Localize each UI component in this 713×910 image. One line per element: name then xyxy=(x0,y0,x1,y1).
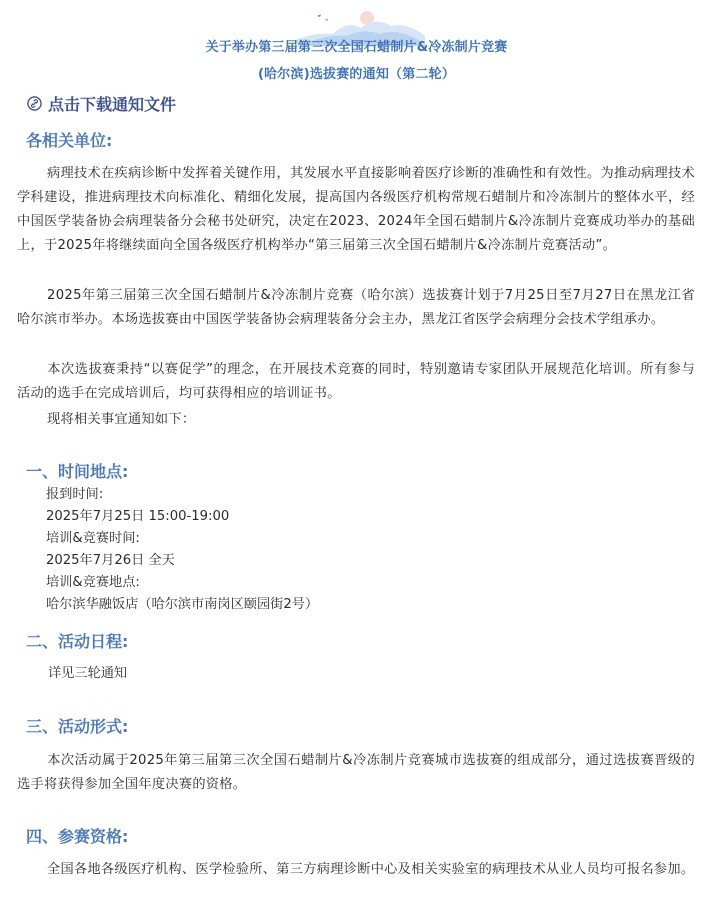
section-schedule-heading: 二、活动日程: xyxy=(26,632,129,651)
link-icon xyxy=(27,96,42,111)
section-eligibility-heading: 四、参赛资格: xyxy=(26,827,129,846)
salutation-heading: 各相关单位: xyxy=(26,131,113,150)
intro-paragraph-4: 现将相关事宜通知如下： xyxy=(47,412,196,427)
checkin-label: 报到时间: xyxy=(46,487,104,502)
notice-title-line1: 关于举办第三届第三次全国石蜡制片&冷冻制片竞赛 xyxy=(205,40,508,55)
venue-value: 哈尔滨华融饭店（哈尔滨市南岗区颐园街2号） xyxy=(46,597,319,612)
schedule-text: 详见三轮通知 xyxy=(48,666,128,681)
contest-time-label: 培训&竞赛时间: xyxy=(46,531,140,546)
notice-title-line2: (哈尔滨)选拔赛的通知（第二轮） xyxy=(257,67,456,82)
checkin-value: 2025年7月25日 15:00-19:00 xyxy=(46,509,230,524)
contest-time-value: 2025年7月26日 全天 xyxy=(46,553,175,568)
section-time-venue-heading: 一、时间地点: xyxy=(26,462,129,481)
download-notice-label: 点击下载通知文件 xyxy=(48,95,177,114)
intro-paragraph-3: 本次选拔赛秉持“以赛促学”的理念，在开展技术竞赛的同时，特别邀请专家团队开展规范化培训。所有参与活动的选手在完成培训后，均可获得相应的培训证书。 xyxy=(17,362,695,401)
intro-paragraph-2: 2025年第三届第三次全国石蜡制片&冷冻制片竞赛（哈尔滨）选拔赛计划于7月25日至7月27日在黑龙江省哈尔滨市举办。本场选拔赛由中国医学装备协会病理装备分会主办，黑龙江省医学会病理分会技术学组承办。 xyxy=(17,288,695,327)
venue-label: 培训&竞赛地点: xyxy=(46,575,140,590)
format-paragraph: 本次活动属于2025年第三届第三次全国石蜡制片&冷冻制片竞赛城市选拔赛的组成部分，通过选拔赛晋级的选手将获得参加全国年度决赛的资格。 xyxy=(17,753,695,792)
section-format-heading: 三、活动形式: xyxy=(26,717,129,736)
intro-paragraph-1: 病理技术在疾病诊断中发挥着关键作用，其发展水平直接影响着医疗诊断的准确性和有效性。为推动病理技术学科建设，推进病理技术向标准化、精细化发展，提高国内各级医疗机构常规石蜡制片和冷冻制片的整体水平，经中国医学装备协会病理装备分会秘书处研究，决定在2023、2024年全国石蜡制片&冷冻制片竞赛成功举办的基础上，于2025年将继续面向全国各级医疗机构举办“第三届第三次全国石蜡制片&冷冻制片竞赛活动”。 xyxy=(17,166,695,253)
eligibility-paragraph: 全国各地各级医疗机构、医学检验所、第三方病理诊断中心及相关实验室的病理技术从业人员均可报名参加。 xyxy=(47,862,695,877)
download-notice-link[interactable] xyxy=(27,92,176,115)
